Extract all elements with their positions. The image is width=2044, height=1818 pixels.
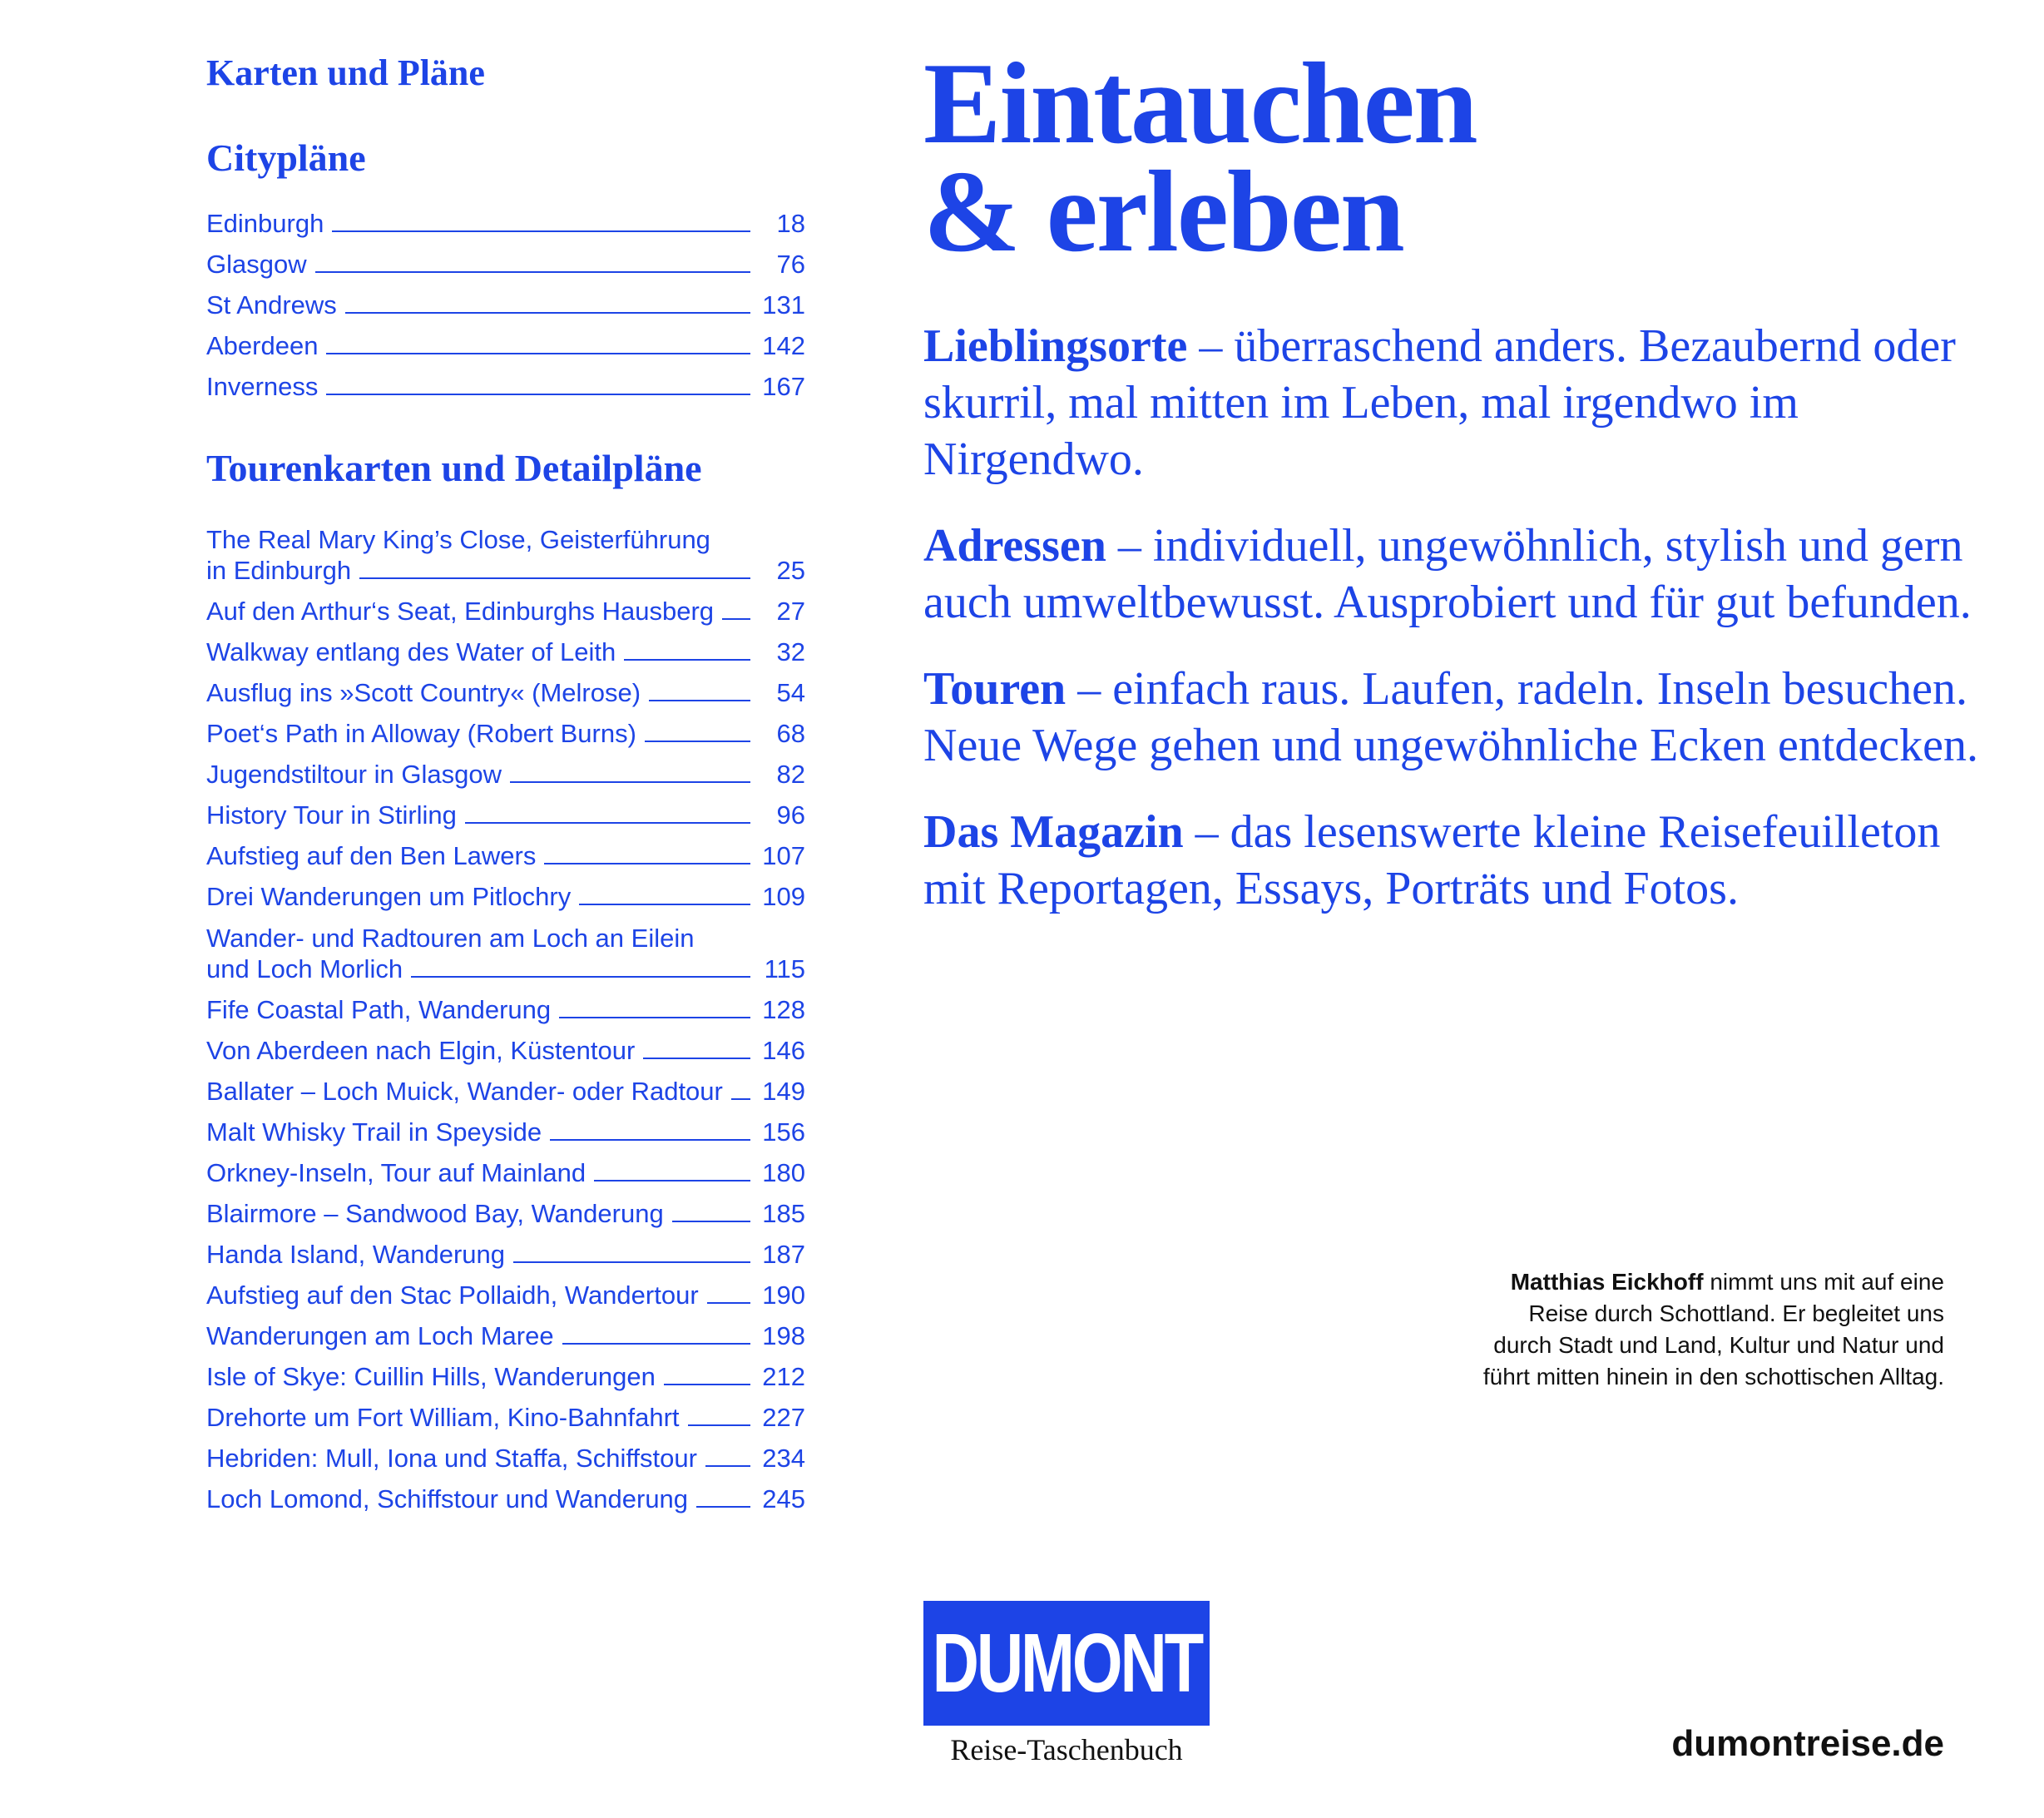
toc-entry-page: 167 [762,372,805,401]
toc-entry [206,1188,805,1229]
toc-entry [206,1351,805,1392]
leader-line [624,659,750,661]
leader-line [562,1343,750,1345]
toc-entry-label: Wanderungen am Loch Maree [206,1321,554,1350]
toc-entry-page: 68 [776,719,805,748]
toc-entry-label: Aufstieg auf den Ben Lawers [206,841,537,870]
leader-line [326,394,750,395]
toc-entry [206,280,805,320]
toc-entry-page: 25 [776,556,805,585]
leader-line [722,618,750,620]
author-blurb [1478,1266,1944,1393]
toc-entry-label: Blairmore – Sandwood Bay, Wanderung [206,1199,664,1228]
toc-entry-label: Inverness [206,372,319,401]
toc-entry-label: Wander- und Radtouren am Loch an Eilein [206,924,695,953]
toc-entry [206,1433,805,1474]
leader-line [579,904,750,905]
toc-entry-page: 227 [762,1403,805,1432]
toc-entry-label: Aberdeen [206,331,319,360]
leader-line [705,1465,750,1467]
toc-entry [206,1270,805,1310]
author-name: Matthias Eickhoff [1510,1269,1704,1295]
website-url: dumontreise.de [1671,1723,1944,1764]
leader-line [559,1017,750,1018]
leader-line [345,312,750,314]
toc-entry [206,1229,805,1270]
toc-entry [206,708,805,749]
toc-entry-label: The Real Mary King’s Close, Geisterführung [206,525,710,554]
feature-term: Lieblingsorte [923,320,1188,372]
toc-entry [206,912,805,984]
toc-entry [206,1025,805,1066]
toc-entry-label: Jugendstiltour in Glasgow [206,760,502,789]
toc-entry [206,984,805,1025]
toc-entry [206,1474,805,1514]
feature-text: – das lesenswerte kleine Reisefeuilleton mit Reportagen, Essays, Porträts und Fotos. [923,806,1941,914]
leader-line [544,863,750,864]
toc-entry-label: in Edinburgh [206,556,352,585]
toc-entry [206,790,805,830]
maps-index [206,48,805,1514]
leader-line [664,1384,750,1385]
toc-entry-page: 54 [776,678,805,707]
toc-entry-page: 149 [762,1077,805,1106]
leader-line [594,1180,750,1181]
tour-maps-heading: Tourenkarten und Detailpläne [206,447,702,489]
author-text: nimmt uns mit auf eine Reise durch Schottland. Er begleitet uns durch Stadt und Land, Kultur und Natur und führt mitten hinein in den schottischen Alltag. [1482,1269,1944,1390]
leader-line [411,976,750,978]
toc-entry [206,1310,805,1351]
toc-entry-label: Walkway entlang des Water of Leith [206,637,616,666]
toc-entry-page: 185 [762,1199,805,1228]
toc-entry-page: 131 [762,290,805,320]
toc-entry-label: Fife Coastal Path, Wanderung [206,995,552,1024]
toc-entry-page: 142 [762,331,805,360]
leader-line [465,822,750,824]
toc-entry-page: 180 [762,1158,805,1187]
toc-entry-label: Aufstieg auf den Stac Pollaidh, Wandertour [206,1281,699,1310]
feature-text: – einfach raus. Laufen, radeln. Inseln besuchen. Neue Wege gehen und ungewöhnliche Ecken entdecken. [923,663,1978,771]
toc-entry-page: 190 [762,1281,805,1310]
toc-entry-label: Handa Island, Wanderung [206,1240,506,1269]
logo-box [923,1601,1210,1726]
leader-line [513,1261,750,1263]
toc-entry-page: 146 [762,1036,805,1065]
leader-line [550,1139,750,1141]
toc-entry-page: 109 [762,882,805,911]
city-plans-list [206,198,805,402]
toc-entry [206,1066,805,1107]
dumont-logo [923,1601,1210,1771]
feature-term: Adressen [923,520,1106,572]
toc-entry-label: St Andrews [206,290,337,320]
feature-term: Touren [923,663,1067,715]
toc-entry-label: Loch Lomond, Schiffstour und Wanderung [206,1484,689,1513]
leader-line [510,781,750,783]
feature-text: – überraschend anders. Bezaubernd oder skurril, mal mitten im Leben, mal irgendwo im Nirgendwo. [923,320,1956,485]
toc-entry-label: Ballater – Loch Muick, Wander- oder Radtour [206,1077,723,1106]
toc-entry-label: Ausflug ins »Scott Country« (Melrose) [206,678,641,707]
leader-line [326,353,750,354]
toc-entry-line [206,954,805,984]
toc-entry-page: 18 [776,209,805,238]
toc-entry [206,239,805,280]
toc-entry-label: Edinburgh [206,209,324,238]
toc-entry-label: Hebriden: Mull, Iona und Staffa, Schiffstour [206,1444,697,1473]
leader-line [696,1506,750,1508]
maps-title: Karten und Pläne [206,52,485,93]
leader-line [645,741,750,742]
toc-entry [206,1147,805,1188]
toc-entry-page: 32 [776,637,805,666]
toc-entry-page: 187 [762,1240,805,1269]
intro-section [923,39,2005,917]
leader-line [731,1098,750,1100]
logo-wordmark: DUMONT [932,1616,1201,1710]
leader-line [672,1221,750,1222]
toc-entry-page: 212 [762,1362,805,1391]
toc-entry-page: 234 [762,1444,805,1473]
tour-maps-list [206,513,805,1514]
feature-adressen [923,518,2005,631]
leader-line [332,230,750,232]
feature-term: Das Magazin [923,806,1184,858]
toc-entry [206,513,805,586]
toc-entry-page: 128 [762,995,805,1024]
toc-entry-label: History Tour in Stirling [206,800,457,830]
leader-line [688,1424,750,1426]
toc-entry-line [206,555,805,586]
toc-entry-page: 107 [762,841,805,870]
toc-entry-page: 96 [776,800,805,830]
toc-entry [206,871,805,912]
toc-entry [206,361,805,402]
intro-title-line2: & erleben [923,147,1403,276]
toc-entry [206,1392,805,1433]
toc-entry-label: Orkney-Inseln, Tour auf Mainland [206,1158,586,1187]
intro-title-line1: Eintauchen [923,39,1477,168]
toc-entry-label: Glasgow [206,250,307,279]
logo-subtitle: Reise-Taschenbuch [950,1733,1183,1766]
toc-entry-label: und Loch Morlich [206,954,403,983]
toc-entry-page: 198 [762,1321,805,1350]
leader-line [359,577,750,579]
city-plans-heading: Citypläne [206,136,366,179]
toc-entry-page: 156 [762,1117,805,1147]
feature-magazin [923,804,2005,917]
toc-entry-label: Poet‘s Path in Alloway (Robert Burns) [206,719,636,748]
feature-lieblingsorte [923,318,2005,488]
toc-entry-page: 76 [776,250,805,279]
toc-entry-page: 115 [764,954,805,983]
toc-entry-label: Isle of Skye: Cuillin Hills, Wanderungen [206,1362,656,1391]
toc-entry [206,830,805,871]
toc-entry-page: 82 [776,760,805,789]
intro-title [923,39,2005,276]
toc-entry [206,667,805,708]
leader-line [707,1302,750,1304]
toc-entry [206,749,805,790]
toc-entry-label: Von Aberdeen nach Elgin, Küstentour [206,1036,636,1065]
toc-entry [206,320,805,361]
leader-line [643,1058,750,1059]
feature-text: – individuell, ungewöhnlich, stylish und gern auch umweltbewusst. Ausprobiert und für gut befunden. [923,520,1972,628]
toc-entry-page: 245 [762,1484,805,1513]
toc-entry [206,627,805,667]
toc-entry-label: Drei Wanderungen um Pitlochry [206,882,572,911]
toc-entry [206,198,805,239]
toc-entry-label: Drehorte um Fort William, Kino-Bahnfahrt [206,1403,680,1432]
leader-line [315,271,750,273]
feature-touren [923,661,2005,774]
toc-entry [206,1107,805,1147]
toc-entry-label: Malt Whisky Trail in Speyside [206,1117,542,1147]
toc-entry-label: Auf den Arthur‘s Seat, Edinburghs Hausberg [206,597,715,626]
leader-line [649,700,750,701]
toc-entry [206,586,805,627]
toc-entry-page: 27 [776,597,805,626]
